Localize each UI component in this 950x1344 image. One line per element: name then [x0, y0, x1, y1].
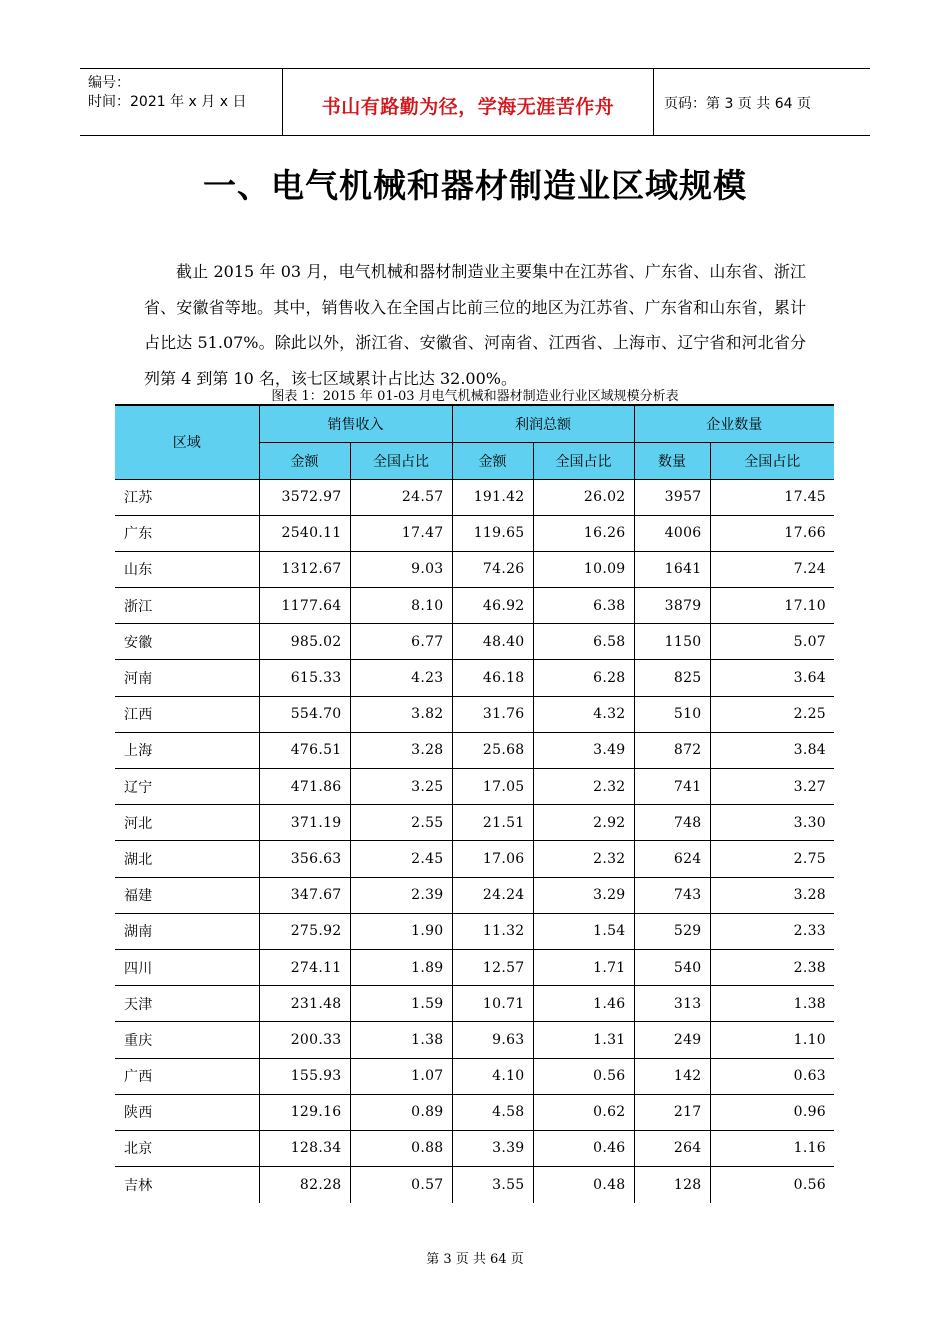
profit-share-cell: 26.02 [533, 479, 634, 515]
enterprise-share-cell: 0.63 [710, 1058, 834, 1094]
body-paragraph: 截止 2015 年 03 月，电气机械和器材制造业主要集中在江苏省、广东省、山东省、浙江省、安徽省等地。其中，销售收入在全国占比前三位的地区为江苏省、广东省和山东省，累计占比达 51.07%。除此以外，浙江省、安徽省、河南省、江西省、上海市、辽宁省和河北省分列第 4 到第 10 名，该七区域累计占比达 32.00%。 [144, 262, 806, 388]
enterprise-share-cell: 17.10 [710, 588, 834, 624]
enterprise-count-cell: 4006 [634, 515, 710, 551]
enterprise-share-cell: 2.75 [710, 841, 834, 877]
subheader-sales-amount: 金额 [259, 442, 350, 479]
table-group-header-row [115, 405, 834, 442]
sales-share-cell: 0.57 [350, 1167, 452, 1203]
document-number-label: 编号： [88, 75, 130, 91]
enterprise-count-cell: 743 [634, 877, 710, 913]
region-scale-table [115, 404, 834, 1203]
profit-share-cell: 1.54 [533, 913, 634, 949]
sales-share-cell: 4.23 [350, 660, 452, 696]
enterprise-count-cell: 748 [634, 805, 710, 841]
sales-share-cell: 0.88 [350, 1130, 452, 1166]
enterprise-count-cell: 1641 [634, 551, 710, 587]
sales-amount-cell: 275.92 [259, 913, 350, 949]
enterprise-count-cell: 825 [634, 660, 710, 696]
table-row [115, 841, 834, 877]
enterprise-share-cell: 2.33 [710, 913, 834, 949]
sales-amount-cell: 371.19 [259, 805, 350, 841]
profit-share-cell: 2.92 [533, 805, 634, 841]
sales-amount-cell: 155.93 [259, 1058, 350, 1094]
profit-share-cell: 6.58 [533, 624, 634, 660]
header-page-info: 页码：第 3 页 共 64 页 [664, 96, 811, 112]
sales-share-cell: 1.59 [350, 986, 452, 1022]
profit-amount-cell: 48.40 [452, 624, 533, 660]
table-row [115, 588, 834, 624]
enterprise-count-cell: 1150 [634, 624, 710, 660]
region-cell: 北京 [115, 1130, 259, 1166]
subheader-profit-share: 全国占比 [533, 442, 634, 479]
subheader-enterprise-share: 全国占比 [710, 442, 834, 479]
profit-amount-cell: 31.76 [452, 696, 533, 732]
sales-amount-cell: 476.51 [259, 732, 350, 768]
region-column-header: 区域 [115, 405, 259, 479]
enterprise-count-cell: 313 [634, 986, 710, 1022]
enterprise-share-cell: 5.07 [710, 624, 834, 660]
region-cell: 广东 [115, 515, 259, 551]
profit-amount-cell: 10.71 [452, 986, 533, 1022]
enterprise-share-cell: 17.66 [710, 515, 834, 551]
enterprise-count-cell: 264 [634, 1130, 710, 1166]
sales-share-cell: 6.77 [350, 624, 452, 660]
enterprise-count-cell: 741 [634, 769, 710, 805]
document-header [80, 68, 870, 136]
enterprise-share-cell: 0.96 [710, 1094, 834, 1130]
region-cell: 江苏 [115, 479, 259, 515]
section-title: 一、电气机械和器材制造业区域规模 [203, 166, 747, 205]
table-row [115, 877, 834, 913]
profit-share-cell: 4.32 [533, 696, 634, 732]
profit-amount-cell: 25.68 [452, 732, 533, 768]
table-row [115, 551, 834, 587]
sales-share-cell: 2.45 [350, 841, 452, 877]
sales-share-cell: 1.90 [350, 913, 452, 949]
enterprise-count-cell: 872 [634, 732, 710, 768]
sales-amount-cell: 82.28 [259, 1167, 350, 1203]
profit-amount-cell: 74.26 [452, 551, 533, 587]
page-footer: 第 3 页 共 64 页 [426, 1252, 524, 1267]
enterprise-share-cell: 2.25 [710, 696, 834, 732]
profit-amount-cell: 17.06 [452, 841, 533, 877]
profit-share-cell: 0.48 [533, 1167, 634, 1203]
sales-share-cell: 0.89 [350, 1094, 452, 1130]
sales-amount-cell: 274.11 [259, 949, 350, 985]
subheader-sales-share: 全国占比 [350, 442, 452, 479]
region-cell: 河南 [115, 660, 259, 696]
table-row [115, 986, 834, 1022]
region-cell: 上海 [115, 732, 259, 768]
profit-amount-cell: 21.51 [452, 805, 533, 841]
table-caption: 图表 1：2015 年 01-03 月电气机械和器材制造业行业区域规模分析表 [271, 389, 679, 404]
sales-share-cell: 17.47 [350, 515, 452, 551]
enterprise-count-cell: 3879 [634, 588, 710, 624]
table-row [115, 660, 834, 696]
table-row [115, 515, 834, 551]
header-motto-cell [282, 69, 654, 135]
region-cell: 山东 [115, 551, 259, 587]
enterprise-count-cell: 624 [634, 841, 710, 877]
region-cell: 湖南 [115, 913, 259, 949]
sales-share-cell: 24.57 [350, 479, 452, 515]
enterprise-count-cell: 249 [634, 1022, 710, 1058]
region-cell: 吉林 [124, 1177, 153, 1194]
profit-share-cell: 0.46 [533, 1130, 634, 1166]
profit-amount-cell: 17.05 [452, 769, 533, 805]
profit-share-cell: 3.49 [533, 732, 634, 768]
profit-share-cell: 1.46 [533, 986, 634, 1022]
region-cell: 天津 [115, 986, 259, 1022]
profit-amount-cell: 3.55 [452, 1167, 533, 1203]
enterprise-count-cell: 142 [634, 1058, 710, 1094]
profit-amount-cell: 191.42 [452, 479, 533, 515]
table-row [115, 805, 834, 841]
header-motto: 书山有路勤为径，学海无涯苦作舟 [321, 96, 615, 118]
sales-share-cell: 3.82 [350, 696, 452, 732]
profit-share-cell: 0.56 [533, 1058, 634, 1094]
profit-share-cell: 6.28 [533, 660, 634, 696]
region-cell: 辽宁 [115, 769, 259, 805]
enterprise-share-cell: 17.45 [710, 479, 834, 515]
table-row [115, 949, 834, 985]
region-cell: 四川 [115, 949, 259, 985]
profit-share-cell: 1.31 [533, 1022, 634, 1058]
sales-amount-cell: 554.70 [259, 696, 350, 732]
group-header-sales: 销售收入 [259, 405, 452, 442]
document-date-label: 时间：2021 年 x 月 x 日 [88, 94, 247, 110]
profit-amount-cell: 119.65 [452, 515, 533, 551]
profit-share-cell: 10.09 [533, 551, 634, 587]
profit-amount-cell: 4.10 [452, 1058, 533, 1094]
table-row [115, 769, 834, 805]
header-meta-cell [80, 69, 282, 135]
sales-share-cell: 3.28 [350, 732, 452, 768]
table-row [115, 1130, 834, 1166]
region-cell: 河北 [115, 805, 259, 841]
sales-amount-cell: 1312.67 [259, 551, 350, 587]
enterprise-share-cell: 1.10 [710, 1022, 834, 1058]
table-row [115, 696, 834, 732]
sales-share-cell: 9.03 [350, 551, 452, 587]
sales-amount-cell: 471.86 [259, 769, 350, 805]
profit-amount-cell: 46.92 [452, 588, 533, 624]
sales-share-cell: 2.39 [350, 877, 452, 913]
profit-share-cell: 6.38 [533, 588, 634, 624]
enterprise-count-cell: 3957 [634, 479, 710, 515]
group-header-profit: 利润总额 [452, 405, 634, 442]
region-cell: 陕西 [115, 1094, 259, 1130]
profit-share-cell: 3.29 [533, 877, 634, 913]
region-cell: 重庆 [115, 1022, 259, 1058]
sales-share-cell: 2.55 [350, 805, 452, 841]
subheader-profit-amount: 金额 [452, 442, 533, 479]
enterprise-share-cell: 3.30 [710, 805, 834, 841]
profit-share-cell: 16.26 [533, 515, 634, 551]
enterprise-share-cell: 0.56 [710, 1167, 834, 1203]
table-row [115, 1058, 834, 1094]
profit-share-cell: 2.32 [533, 769, 634, 805]
profit-share-cell: 1.71 [533, 949, 634, 985]
profit-amount-cell: 11.32 [452, 913, 533, 949]
sales-amount-cell: 2540.11 [259, 515, 350, 551]
sales-amount-cell: 3572.97 [259, 479, 350, 515]
table-body [115, 479, 834, 1203]
subheader-enterprise-count: 数量 [634, 442, 710, 479]
region-cell: 浙江 [115, 588, 259, 624]
sales-amount-cell: 347.67 [259, 877, 350, 913]
sales-amount-cell: 128.34 [259, 1130, 350, 1166]
sales-share-cell: 8.10 [350, 588, 452, 624]
group-header-enterprises: 企业数量 [634, 405, 834, 442]
header-page-cell [654, 69, 870, 135]
profit-amount-cell: 24.24 [452, 877, 533, 913]
enterprise-share-cell: 3.27 [710, 769, 834, 805]
sales-amount-cell: 129.16 [259, 1094, 350, 1130]
enterprise-count-cell: 529 [634, 913, 710, 949]
table-row [115, 1022, 834, 1058]
enterprise-count-cell: 540 [634, 949, 710, 985]
sales-amount-cell: 1177.64 [259, 588, 350, 624]
sales-amount-cell: 985.02 [259, 624, 350, 660]
table-row [115, 1167, 834, 1203]
table-row [115, 913, 834, 949]
profit-amount-cell: 9.63 [452, 1022, 533, 1058]
profit-amount-cell: 3.39 [452, 1130, 533, 1166]
sales-share-cell: 1.89 [350, 949, 452, 985]
profit-share-cell: 2.32 [533, 841, 634, 877]
sales-share-cell: 1.07 [350, 1058, 452, 1094]
region-cell: 安徽 [115, 624, 259, 660]
sales-amount-cell: 231.48 [259, 986, 350, 1022]
table-row [115, 479, 834, 515]
enterprise-share-cell: 3.28 [710, 877, 834, 913]
sales-amount-cell: 200.33 [259, 1022, 350, 1058]
enterprise-count-cell: 128 [634, 1167, 710, 1203]
region-cell: 江西 [115, 696, 259, 732]
enterprise-count-cell: 510 [634, 696, 710, 732]
region-cell: 广西 [115, 1058, 259, 1094]
enterprise-share-cell: 1.16 [710, 1130, 834, 1166]
profit-share-cell: 0.62 [533, 1094, 634, 1130]
profit-amount-cell: 4.58 [452, 1094, 533, 1130]
sales-amount-cell: 615.33 [259, 660, 350, 696]
region-cell: 福建 [115, 877, 259, 913]
enterprise-share-cell: 2.38 [710, 949, 834, 985]
enterprise-share-cell: 3.64 [710, 660, 834, 696]
table-row [115, 624, 834, 660]
table-row [115, 732, 834, 768]
sales-share-cell: 3.25 [350, 769, 452, 805]
enterprise-share-cell: 3.84 [710, 732, 834, 768]
enterprise-count-cell: 217 [634, 1094, 710, 1130]
table-row [115, 1094, 834, 1130]
profit-amount-cell: 46.18 [452, 660, 533, 696]
sales-share-cell: 1.38 [350, 1022, 452, 1058]
region-cell: 湖北 [115, 841, 259, 877]
profit-amount-cell: 12.57 [452, 949, 533, 985]
sales-amount-cell: 356.63 [259, 841, 350, 877]
enterprise-share-cell: 7.24 [710, 551, 834, 587]
enterprise-share-cell: 1.38 [710, 986, 834, 1022]
